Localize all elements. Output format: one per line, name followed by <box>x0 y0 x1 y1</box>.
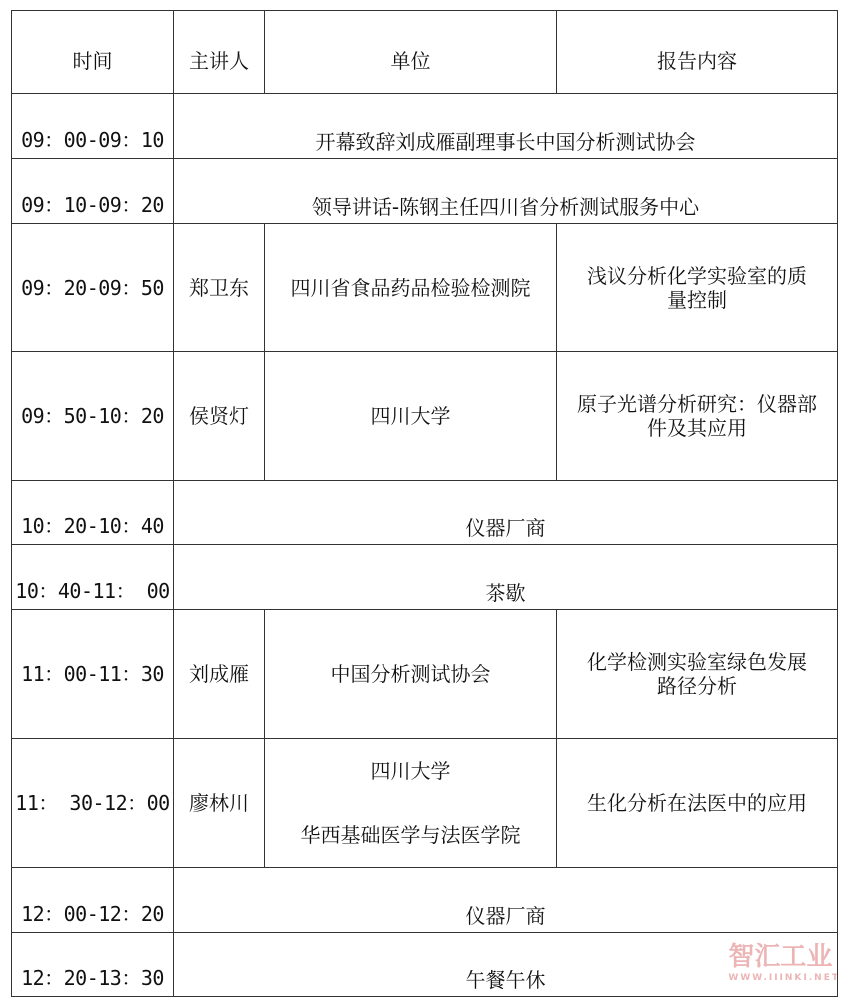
time-cell: 11： 30-12：00 <box>12 739 174 868</box>
time-cell: 09：00-09：10 <box>12 94 174 159</box>
time-cell: 10：40-11： 00 <box>12 545 174 610</box>
table-row <box>12 933 838 997</box>
unit-cell <box>265 739 557 868</box>
table-row <box>12 159 838 224</box>
unit-cell: 四川大学 <box>265 352 557 481</box>
header-unit: 单位 <box>265 11 557 94</box>
merged-cell: 仪器厂商 <box>174 481 838 545</box>
time-cell: 11：00-11：30 <box>12 610 174 739</box>
time-cell: 10：20-10：40 <box>12 481 174 545</box>
time-cell: 12：00-12：20 <box>12 868 174 933</box>
header-row <box>12 11 838 94</box>
speaker-cell: 侯贤灯 <box>174 352 265 481</box>
merged-cell: 午餐午休 <box>174 933 838 997</box>
report-cell <box>557 352 838 481</box>
unit-cell: 中国分析测试协会 <box>265 610 557 739</box>
report-line: 原子光谱分析研究：仪器部 <box>577 392 817 416</box>
report-cell <box>557 610 838 739</box>
table-row <box>12 739 838 868</box>
table-row <box>12 545 838 610</box>
unit-line: 华西基础医学与法医学院 <box>300 823 521 847</box>
site-watermark <box>728 936 840 983</box>
unit-cell: 四川省食品药品检验检测院 <box>265 224 557 352</box>
table-row <box>12 94 838 159</box>
header-report: 报告内容 <box>557 11 838 94</box>
merged-cell: 仪器厂商 <box>174 868 838 933</box>
merged-cell: 领导讲话-陈钢主任四川省分析测试服务中心 <box>174 159 838 224</box>
table-row <box>12 868 838 933</box>
time-cell: 09：50-10：20 <box>12 352 174 481</box>
watermark-sub: WWW.IIINKI.NET <box>728 973 840 983</box>
table-row <box>12 352 838 481</box>
report-cell: 生化分析在法医中的应用 <box>557 739 838 868</box>
report-line: 量控制 <box>667 287 727 312</box>
report-line: 化学检测实验室绿色发展 <box>587 650 807 674</box>
watermark-main: 智汇工业 <box>728 942 833 972</box>
speaker-cell: 廖林川 <box>174 739 265 868</box>
report-line: 件及其应用 <box>647 416 747 440</box>
merged-cell: 开幕致辞刘成雁副理事长中国分析测试协会 <box>174 94 838 159</box>
schedule-table <box>11 10 838 997</box>
table-row <box>12 224 838 352</box>
speaker-cell: 郑卫东 <box>174 224 265 352</box>
report-cell <box>557 224 838 352</box>
time-cell: 09：10-09：20 <box>12 159 174 224</box>
header-time: 时间 <box>12 11 174 94</box>
table-row <box>12 610 838 739</box>
time-cell: 12：20-13：30 <box>12 933 174 997</box>
merged-cell: 茶歇 <box>174 545 838 610</box>
time-cell: 09：20-09：50 <box>12 224 174 352</box>
report-line: 路径分析 <box>657 674 737 698</box>
table-row <box>12 481 838 545</box>
unit-line: 四川大学 <box>370 759 451 783</box>
report-line: 浅议分析化学实验室的质 <box>587 263 807 288</box>
speaker-cell: 刘成雁 <box>174 610 265 739</box>
header-speaker: 主讲人 <box>174 11 265 94</box>
